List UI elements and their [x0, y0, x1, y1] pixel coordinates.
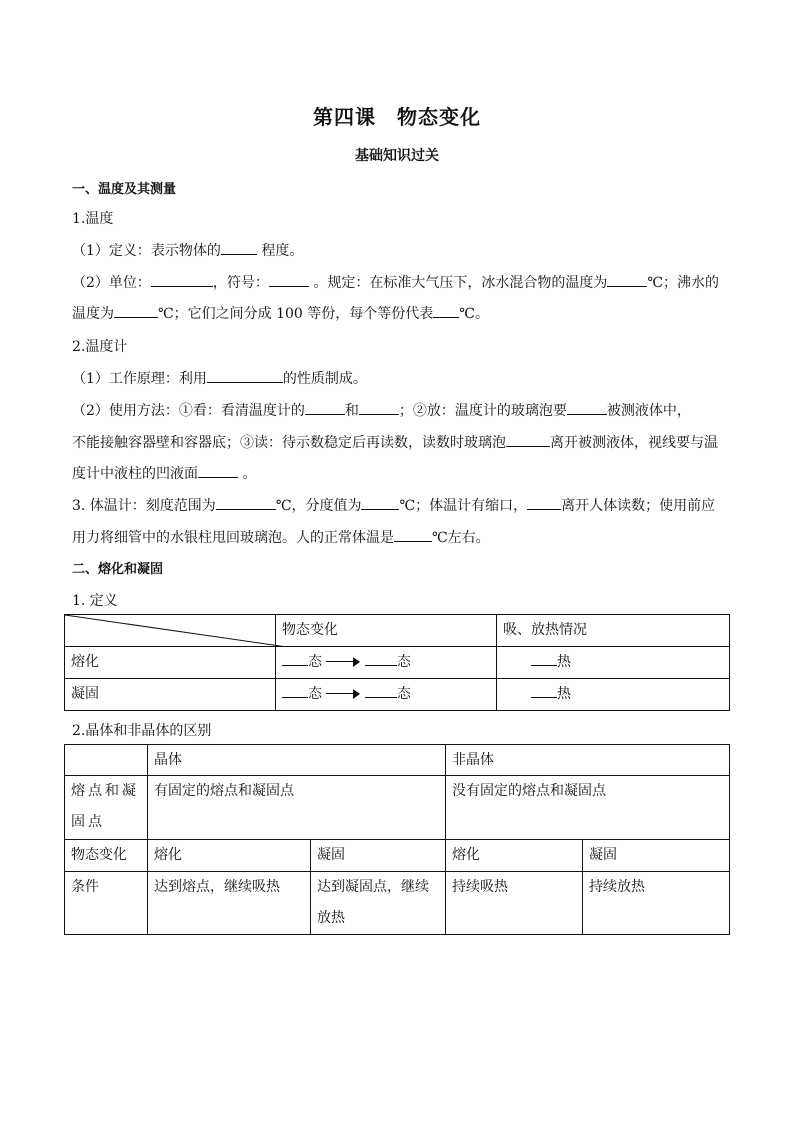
- blank: [216, 495, 276, 510]
- cell-crystal-melting: 熔化: [148, 840, 311, 872]
- definition-table: [64, 614, 730, 711]
- subheading-temperature: 1.温度: [72, 211, 114, 227]
- cell-solidification-heat: 热: [497, 679, 730, 711]
- blank: [506, 432, 550, 447]
- cell-noncrystal-solid-condition: 持续放热: [583, 872, 730, 935]
- row-label-melting: 熔化: [65, 647, 276, 679]
- line-usage-1: （2）使用方法：①看：看清温度计的 和 ；②放：温度计的玻璃泡要 被测液体中，: [72, 400, 691, 420]
- cell-noncrystal-melting: 熔化: [446, 840, 583, 872]
- blank: [359, 400, 399, 415]
- blank: [282, 651, 308, 666]
- blank: [305, 400, 345, 415]
- page-title: 第四课 物态变化: [313, 105, 481, 129]
- header-heat: 吸、放热情况: [497, 615, 730, 647]
- blank: [361, 495, 399, 510]
- header-crystal: 晶体: [148, 745, 446, 776]
- crystal-table: [64, 744, 730, 935]
- blank: [151, 272, 213, 287]
- cell-solidification-change: 态 态: [276, 679, 497, 711]
- page-subtitle: 基础知识过关: [355, 148, 439, 164]
- line-boiling: 温度为 ℃；它们之间分成 100 等份，每个等份代表 ℃。: [72, 303, 489, 323]
- row-label-solidification: 凝固: [65, 679, 276, 711]
- blank: [269, 272, 309, 287]
- diagonal-line: [65, 615, 287, 647]
- row-label-condition: 条件: [65, 872, 148, 935]
- blank: [527, 495, 561, 510]
- cell-noncrystal-solidification: 凝固: [583, 840, 730, 872]
- subheading-definition: 1. 定义: [72, 593, 118, 609]
- blank: [198, 463, 238, 478]
- blank: [365, 651, 397, 666]
- blank: [531, 683, 557, 698]
- section-heading-temperature: 一、温度及其测量: [72, 182, 177, 197]
- header-noncrystal: 非晶体: [446, 745, 730, 776]
- cell-crystal-solidification: 凝固: [311, 840, 446, 872]
- cell-crystal-solid-condition: 达到凝固点，继续放热: [311, 872, 446, 935]
- arrow-right-icon: [326, 657, 360, 667]
- line-unit: （2）单位： ，符号： 。规定：在标准大气压下，冰水混合物的温度为 ℃；沸水的: [72, 272, 719, 292]
- subheading-crystal: 2.晶体和非晶体的区别: [72, 723, 212, 739]
- blank: [394, 527, 432, 542]
- line-usage-2: 不能接触容器壁和容器底；③读：待示数稳定后再读数，读数时玻璃泡 离开被测液体，视线要与温: [72, 432, 718, 452]
- blank: [433, 303, 459, 318]
- cell-crystal-point: 有固定的熔点和凝固点: [148, 776, 446, 840]
- cell-noncrystal-point: 没有固定的熔点和凝固点: [446, 776, 730, 840]
- section-heading-melting: 二、熔化和凝固: [72, 562, 164, 577]
- diagonal-header-cell: [65, 615, 276, 647]
- blank: [607, 272, 647, 287]
- subheading-thermometer: 2.温度计: [72, 339, 128, 355]
- blank: [114, 303, 158, 318]
- line-definition: （1）定义：表示物体的 程度。: [72, 240, 303, 260]
- blank: [207, 368, 283, 383]
- header-state-change: 物态变化: [276, 615, 497, 647]
- blank: [567, 400, 607, 415]
- blank: [282, 683, 308, 698]
- arrow-right-icon: [326, 689, 360, 699]
- line-clinical-1: 3. 体温计：刻度范围为 ℃，分度值为 ℃；体温计有缩口， 离开人体读数；使用前应: [72, 495, 715, 515]
- blank: [365, 683, 397, 698]
- row-label-point: 熔点和凝固点: [65, 776, 148, 840]
- blank: [531, 651, 557, 666]
- cell-noncrystal-melting-condition: 持续吸热: [446, 872, 583, 935]
- line-usage-3: 度计中液柱的凹液面 。: [72, 463, 256, 483]
- corner-cell: [65, 745, 148, 776]
- cell-crystal-melting-condition: 达到熔点，继续吸热: [148, 872, 311, 935]
- line-clinical-2: 用力将细管中的水银柱甩回玻璃泡。人的正常体温是 ℃左右。: [72, 527, 490, 547]
- blank: [221, 240, 257, 255]
- line-principle: （1）工作原理：利用 的性质制成。: [72, 368, 367, 388]
- row-label-change: 物态变化: [65, 840, 148, 872]
- cell-melting-heat: 热: [497, 647, 730, 679]
- cell-melting-change: 态 态: [276, 647, 497, 679]
